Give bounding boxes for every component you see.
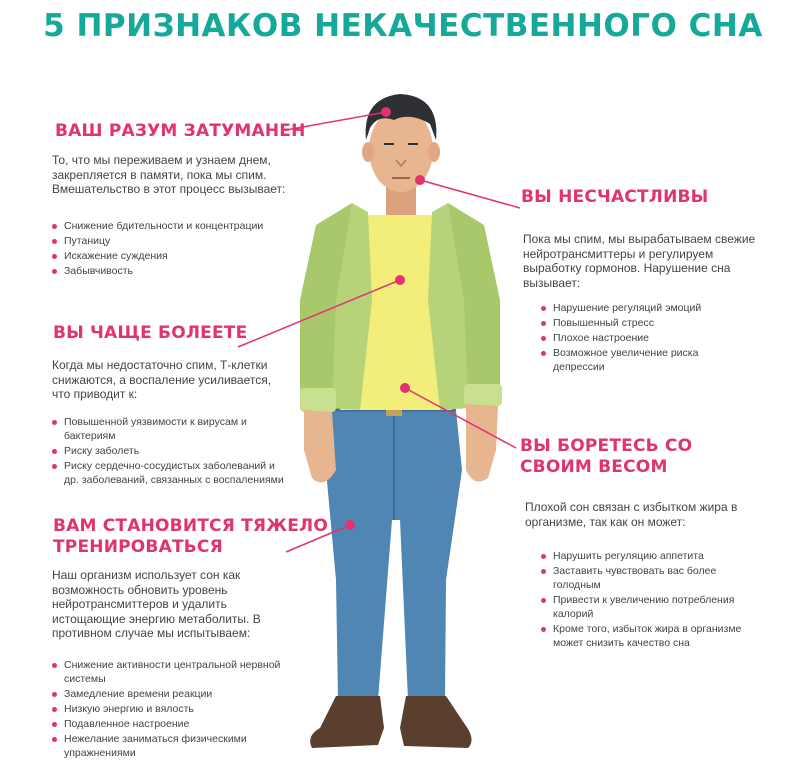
weight-text: Плохой сон связан с избытком жира в организме, так как он может: <box>525 500 738 529</box>
ill-text: Когда мы недостаточно спим, Т-клетки снижаются, а воспаление усиливается, что приводит к: <box>52 358 272 401</box>
list-item: Нарушение регуляций эмоций <box>541 301 751 315</box>
list-item: Риску заболеть <box>52 444 292 458</box>
head <box>362 94 440 192</box>
unhappy-text: Пока мы спим, мы вырабатываем свежие нейротрансмиттеры и регулируем выработку гормонов. Нарушение сна вызывает: <box>523 232 756 290</box>
list-item: Снижение активности центральной нервной системы <box>52 658 282 686</box>
right-shoe <box>400 696 472 748</box>
weight-heading <box>520 436 692 478</box>
left-hand <box>304 410 336 483</box>
list-item: Замедление времени реакции <box>52 687 282 701</box>
list-item: Снижение бдительности и концентрации <box>52 219 292 233</box>
list-item: Плохое настроение <box>541 331 751 345</box>
ill-bullets <box>52 415 292 488</box>
unhappy-heading: ВЫ НЕСЧАСТЛИВЫ <box>521 187 709 207</box>
list-item: Повышенный стресс <box>541 316 751 330</box>
list-item: Привести к увеличению потребления калорий <box>541 593 766 621</box>
list-item: Подавленное настроение <box>52 717 282 731</box>
training-heading-line2: ТРЕНИРОВАТЬСЯ <box>53 537 223 557</box>
list-item: Низкую энергию и вялость <box>52 702 282 716</box>
list-item: Риску сердечно-сосудистых заболеваний и др. заболеваний, связанных с воспалениями <box>52 459 292 487</box>
left-shoe <box>310 696 384 748</box>
list-item: Возможное увеличение риска депрессии <box>541 346 751 374</box>
weight-heading-line1: ВЫ БОРЕТЕСЬ СО <box>520 436 693 456</box>
list-item: Заставить чувствовать вас более голодным <box>541 564 766 592</box>
list-item: Нежелание заниматься физическими упражнениями <box>52 732 282 760</box>
mind-text: То, что мы переживаем и узнаем днем, закрепляется в памяти, пока мы спим. Вмешательство в этот процесс вызывает: <box>52 153 286 196</box>
list-item: Искажение суждения <box>52 249 292 263</box>
list-item: Путаницу <box>52 234 292 248</box>
list-item: Нарушить регуляцию аппетита <box>541 549 766 563</box>
mind-bullets <box>52 219 292 279</box>
training-text: Наш организм использует сон как возможность обновить уровень нейротрансмиттеров и удалить истощающие энергию метаболиты. В противном случае мы испытываем: <box>52 568 261 640</box>
right-hand <box>466 404 498 482</box>
unhappy-bullets <box>541 301 751 375</box>
mind-heading: ВАШ РАЗУМ ЗАТУМАНЕН <box>55 121 306 141</box>
training-heading <box>53 516 328 558</box>
weight-bullets <box>541 549 766 651</box>
training-bullets <box>52 658 282 761</box>
list-item: Забывчивость <box>52 264 292 278</box>
list-item: Кроме того, избыток жира в организме может снизить качество сна <box>541 622 766 650</box>
ill-heading: ВЫ ЧАЩЕ БОЛЕЕТЕ <box>53 323 248 343</box>
page-title: 5 ПРИЗНАКОВ НЕКАЧЕСТВЕННОГО СНА <box>43 8 763 44</box>
jeans <box>326 400 462 700</box>
training-heading-line1: ВАМ СТАНОВИТСЯ ТЯЖЕЛО <box>53 516 329 536</box>
weight-heading-line2: СВОИМ ВЕСОМ <box>520 457 668 477</box>
list-item: Повышенной уязвимости к вирусам и бактериям <box>52 415 292 443</box>
